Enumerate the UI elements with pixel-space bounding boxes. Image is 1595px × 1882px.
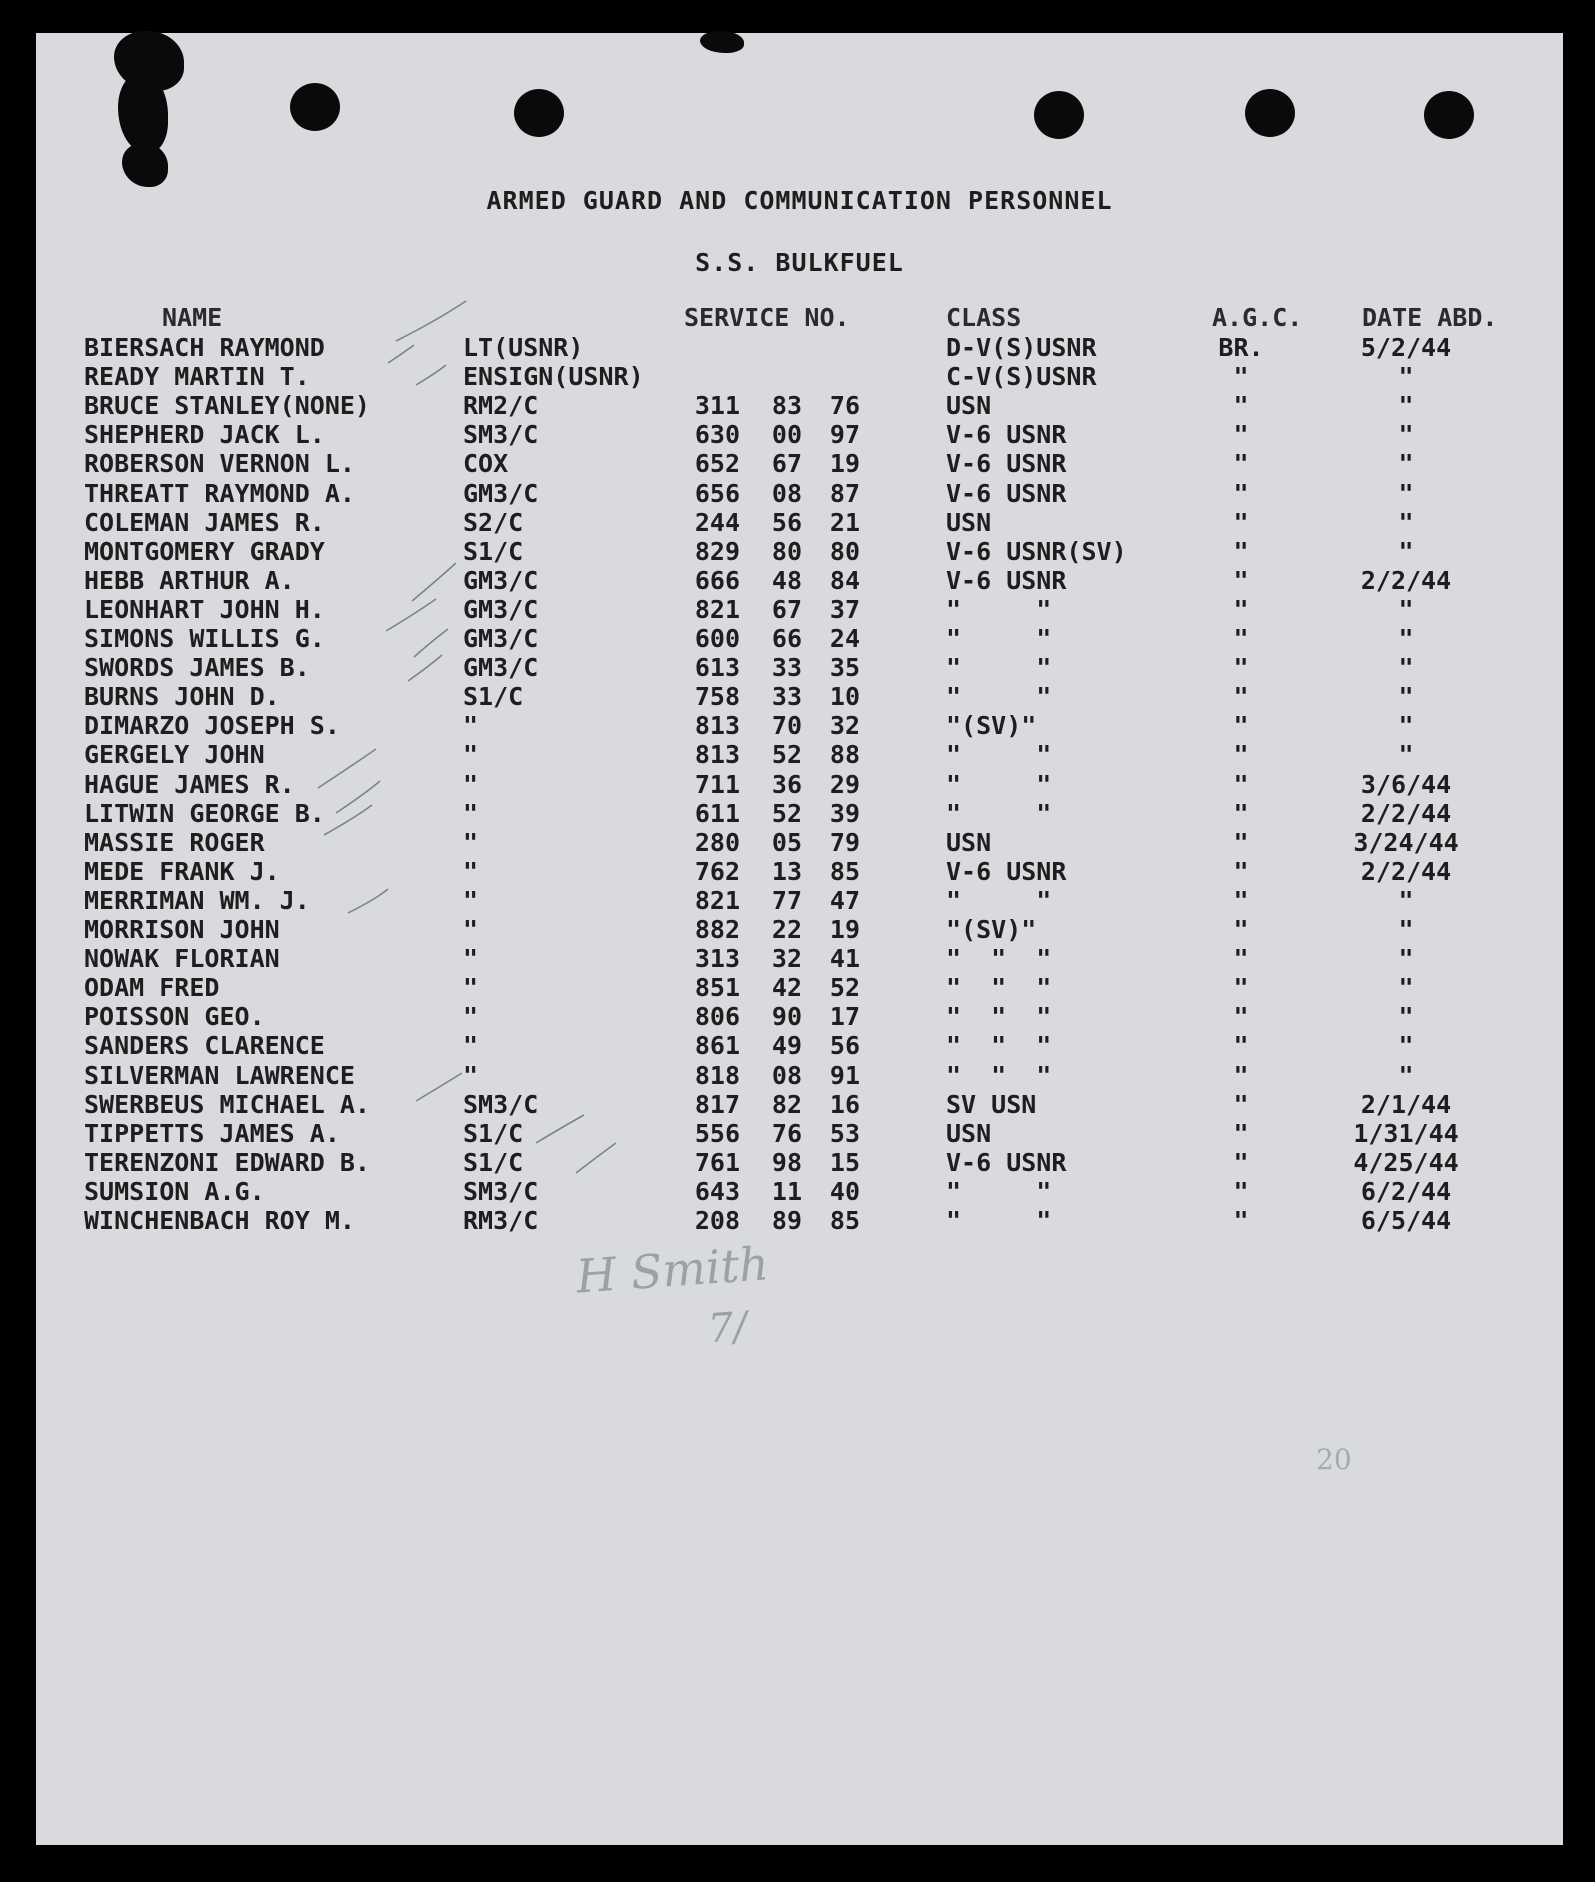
agc: " [1233,711,1249,741]
rank: " [463,769,479,799]
agc: " [1233,507,1249,537]
class: D-V(S)USNR [946,333,1097,362]
date-aboard: 2/2/44 [1360,856,1452,886]
person-name: ROBERSON VERNON L. [84,449,355,479]
date-aboard: 2/2/44 [1360,565,1452,595]
service-no-part3: 19 [829,449,860,479]
service-no-part3: 85 [829,1206,860,1235]
class: V-6 USNR(SV) [946,536,1127,566]
service-no-part3: 35 [829,653,860,683]
service-no-part1: 556 [694,1118,740,1148]
rank: ENSIGN(USNR) [463,362,644,392]
service-no-part3: 19 [829,915,860,944]
service-no-part1: 829 [694,536,740,566]
rank: " [463,973,479,1003]
rank: GM3/C [463,594,539,624]
person-name: MERRIMAN WM. J. [84,885,310,915]
service-no-part3: 17 [829,1002,860,1032]
person-name: SHEPHERD JACK L. [84,420,325,450]
class: " " [946,594,1052,624]
agc: BR. [1218,333,1264,362]
rank: S1/C [463,536,524,566]
rank: S2/C [463,507,524,537]
agc: " [1233,1002,1249,1032]
class: V-6 USNR [946,565,1067,595]
person-name: MEDE FRANK J. [84,856,280,886]
service-no-part3: 15 [829,1147,860,1177]
service-no-part1: 762 [694,856,740,886]
service-no-part2: 42 [771,973,802,1003]
date-aboard: " [1398,624,1414,653]
date-aboard: " [1398,449,1414,479]
agc: " [1233,1176,1249,1206]
service-no-part2: 00 [771,420,802,450]
class: V-6 USNR [946,449,1067,479]
date-aboard: " [1398,420,1414,450]
rank: S1/C [463,1118,524,1148]
service-no-part2: 90 [771,1002,802,1032]
agc: " [1233,536,1249,566]
service-no-part3: 40 [829,1176,860,1206]
date-aboard: 2/1/44 [1360,1089,1452,1119]
class: V-6 USNR [946,420,1067,450]
service-no-part3: 53 [829,1118,860,1148]
service-no-part2: 77 [771,885,802,915]
agc: " [1233,1147,1249,1177]
service-no-part1: 817 [694,1089,740,1119]
rank: " [463,944,479,974]
service-no-part2: 08 [771,478,802,508]
service-no-part1: 611 [694,798,740,828]
agc: " [1233,391,1249,421]
agc: " [1233,1060,1249,1090]
date-aboard: " [1398,915,1414,944]
rank: " [463,915,479,944]
service-no-part1: 311 [694,391,740,421]
agc: " [1233,915,1249,944]
agc: " [1233,420,1249,450]
service-no-part2: 56 [771,507,802,537]
service-no-part1: 666 [694,565,740,595]
service-no-part3: 84 [829,565,860,595]
service-no-part1: 813 [694,740,740,770]
date-aboard: 6/2/44 [1360,1176,1452,1206]
service-no-part2: 33 [771,653,802,683]
class: " " [946,653,1052,683]
person-name: BURNS JOHN D. [84,682,280,712]
ship-name: S.S. BULKFUEL [695,248,904,277]
service-no-part2: 11 [771,1176,802,1206]
class: USN [946,391,992,421]
rank: GM3/C [463,653,539,683]
date-aboard: 4/25/44 [1353,1147,1459,1177]
agc: " [1233,594,1249,624]
service-no-part2: 32 [771,944,802,974]
date-aboard: " [1398,740,1414,770]
service-no-part1: 630 [694,420,740,450]
agc: " [1233,885,1249,915]
rank: " [463,827,479,857]
service-no-part2: 83 [771,391,802,421]
agc: " [1233,1118,1249,1148]
person-name: SWERBEUS MICHAEL A. [84,1089,370,1119]
service-no-part3: 29 [829,769,860,799]
rank: " [463,711,479,741]
rank: GM3/C [463,624,539,653]
class: "(SV)" [946,915,1037,944]
class: C-V(S)USNR [946,362,1097,392]
rank: RM2/C [463,391,539,421]
service-no-part1: 656 [694,478,740,508]
service-no-part2: 98 [771,1147,802,1177]
service-no-part2: 36 [771,769,802,799]
service-no-part3: 87 [829,478,860,508]
service-no-part3: 41 [829,944,860,974]
date-aboard: 2/2/44 [1360,798,1452,828]
service-no-part1: 208 [694,1206,740,1235]
service-no-part3: 76 [829,391,860,421]
rank: GM3/C [463,478,539,508]
person-name: COLEMAN JAMES R. [84,507,325,537]
rank: SM3/C [463,1176,539,1206]
person-name: BIERSACH RAYMOND [84,333,325,362]
person-name: GERGELY JOHN [84,740,265,770]
person-name: SILVERMAN LAWRENCE [84,1060,355,1090]
service-no-part1: 821 [694,594,740,624]
service-no-part2: 82 [771,1089,802,1119]
date-aboard: " [1398,653,1414,683]
header-date: DATE ABD. [1362,303,1498,332]
agc: " [1233,653,1249,683]
class: V-6 USNR [946,856,1067,886]
person-name: SANDERS CLARENCE [84,1031,325,1061]
document-title: ARMED GUARD AND COMMUNICATION PERSONNEL [486,186,1113,215]
service-no-part2: 48 [771,565,802,595]
date-aboard: " [1398,536,1414,566]
rank: " [463,740,479,770]
service-no-part3: 79 [829,827,860,857]
service-no-part2: 66 [771,624,802,653]
service-no-part1: 280 [694,827,740,857]
date-aboard: " [1398,594,1414,624]
person-name: LITWIN GEORGE B. [84,798,325,828]
person-name: LEONHART JOHN H. [84,594,325,624]
agc: " [1233,769,1249,799]
person-name: TIPPETTS JAMES A. [84,1118,340,1148]
header-agc: A.G.C. [1212,303,1303,332]
service-no-part3: 80 [829,536,860,566]
service-no-part2: 13 [771,856,802,886]
date-aboard: " [1398,885,1414,915]
rank: " [463,1002,479,1032]
agc: " [1233,973,1249,1003]
service-no-part3: 32 [829,711,860,741]
service-no-part2: 52 [771,740,802,770]
agc: " [1233,624,1249,653]
service-no-part3: 52 [829,973,860,1003]
person-name: MASSIE ROGER [84,827,265,857]
class: " " " [946,944,1052,974]
service-no-part1: 711 [694,769,740,799]
person-name: SIMONS WILLIS G. [84,624,325,653]
date-aboard: 3/6/44 [1360,769,1452,799]
person-name: MORRISON JOHN [84,915,280,944]
service-no-part2: 08 [771,1060,802,1090]
service-no-part2: 67 [771,449,802,479]
date-aboard: " [1398,1031,1414,1061]
service-no-part1: 761 [694,1147,740,1177]
agc: " [1233,856,1249,886]
header-service-no: SERVICE NO. [684,303,850,332]
rank: " [463,885,479,915]
class: " " " [946,1031,1052,1061]
date-aboard: " [1398,944,1414,974]
person-name: POISSON GEO. [84,1002,265,1032]
person-name: NOWAK FLORIAN [84,944,280,974]
class: V-6 USNR [946,1147,1067,1177]
date-aboard: 5/2/44 [1360,333,1452,362]
service-no-part3: 91 [829,1060,860,1090]
service-no-part1: 806 [694,1002,740,1032]
service-no-part1: 818 [694,1060,740,1090]
rank: SM3/C [463,1089,539,1119]
service-no-part2: 80 [771,536,802,566]
class: " " " [946,1002,1052,1032]
agc: " [1233,682,1249,712]
service-no-part3: 47 [829,885,860,915]
class: " " [946,1206,1052,1235]
agc: " [1233,798,1249,828]
person-name: ODAM FRED [84,973,220,1003]
service-no-part3: 24 [829,624,860,653]
person-name: MONTGOMERY GRADY [84,536,325,566]
service-no-part1: 882 [694,915,740,944]
date-aboard: " [1398,682,1414,712]
handwritten-note: 7/ [706,1303,749,1353]
service-no-part1: 652 [694,449,740,479]
service-no-part1: 861 [694,1031,740,1061]
date-aboard: 1/31/44 [1353,1118,1459,1148]
service-no-part1: 600 [694,624,740,653]
class: " " [946,1176,1052,1206]
person-name: HAGUE JAMES R. [84,769,295,799]
handwritten-signature: H Smith [574,1236,771,1304]
service-no-part3: 88 [829,740,860,770]
rank: " [463,1031,479,1061]
rank: LT(USNR) [463,333,584,362]
check-marks [36,33,1563,1845]
person-name: BRUCE STANLEY(NONE) [84,391,370,421]
date-aboard: " [1398,507,1414,537]
class: " " [946,798,1052,828]
service-no-part2: 70 [771,711,802,741]
service-no-part3: 37 [829,594,860,624]
service-no-part1: 643 [694,1176,740,1206]
service-no-part2: 67 [771,594,802,624]
class: USN [946,1118,992,1148]
service-no-part2: 89 [771,1206,802,1235]
header-name: NAME [162,303,223,332]
rank: S1/C [463,1147,524,1177]
agc: " [1233,478,1249,508]
class: "(SV)" [946,711,1037,741]
service-no-part3: 39 [829,798,860,828]
person-name: DIMARZO JOSEPH S. [84,711,340,741]
person-name: SUMSION A.G. [84,1176,265,1206]
service-no-part1: 851 [694,973,740,1003]
class: USN [946,507,992,537]
person-name: SWORDS JAMES B. [84,653,310,683]
service-no-part1: 758 [694,682,740,712]
rank: S1/C [463,682,524,712]
class: " " " [946,1060,1052,1090]
agc: " [1233,1089,1249,1119]
date-aboard: " [1398,1060,1414,1090]
service-no-part1: 613 [694,653,740,683]
rank: " [463,1060,479,1090]
rank: RM3/C [463,1206,539,1235]
person-name: HEBB ARTHUR A. [84,565,295,595]
service-no-part3: 10 [829,682,860,712]
class: " " [946,624,1052,653]
agc: " [1233,827,1249,857]
service-no-part3: 97 [829,420,860,450]
agc: " [1233,944,1249,974]
service-no-part2: 52 [771,798,802,828]
service-no-part1: 821 [694,885,740,915]
class: V-6 USNR [946,478,1067,508]
header-class: CLASS [946,303,1022,332]
person-name: THREATT RAYMOND A. [84,478,355,508]
service-no-part3: 56 [829,1031,860,1061]
agc: " [1233,1031,1249,1061]
page-number: 20 [1316,1443,1352,1476]
agc: " [1233,565,1249,595]
class: " " [946,885,1052,915]
service-no-part1: 313 [694,944,740,974]
rank: " [463,856,479,886]
class: USN [946,827,992,857]
service-no-part2: 05 [771,827,802,857]
document-page [36,33,1563,1845]
service-no-part3: 21 [829,507,860,537]
service-no-part1: 813 [694,711,740,741]
person-name: READY MARTIN T. [84,362,310,392]
date-aboard: " [1398,973,1414,1003]
class: " " [946,740,1052,770]
rank: " [463,798,479,828]
service-no-part1: 244 [694,507,740,537]
class: " " [946,682,1052,712]
class: " " [946,769,1052,799]
service-no-part3: 85 [829,856,860,886]
rank: SM3/C [463,420,539,450]
date-aboard: " [1398,362,1414,392]
service-no-part2: 76 [771,1118,802,1148]
service-no-part2: 33 [771,682,802,712]
agc: " [1233,740,1249,770]
date-aboard: " [1398,1002,1414,1032]
person-name: WINCHENBACH ROY M. [84,1206,355,1235]
date-aboard: 3/24/44 [1353,827,1459,857]
service-no-part2: 22 [771,915,802,944]
rank: GM3/C [463,565,539,595]
class: SV USN [946,1089,1037,1119]
date-aboard: " [1398,711,1414,741]
agc: " [1233,1206,1249,1235]
date-aboard: " [1398,391,1414,421]
service-no-part3: 16 [829,1089,860,1119]
agc: " [1233,362,1249,392]
service-no-part2: 49 [771,1031,802,1061]
agc: " [1233,449,1249,479]
date-aboard: " [1398,478,1414,508]
class: " " " [946,973,1052,1003]
person-name: TERENZONI EDWARD B. [84,1147,370,1177]
date-aboard: 6/5/44 [1360,1206,1452,1235]
rank: COX [463,449,509,479]
